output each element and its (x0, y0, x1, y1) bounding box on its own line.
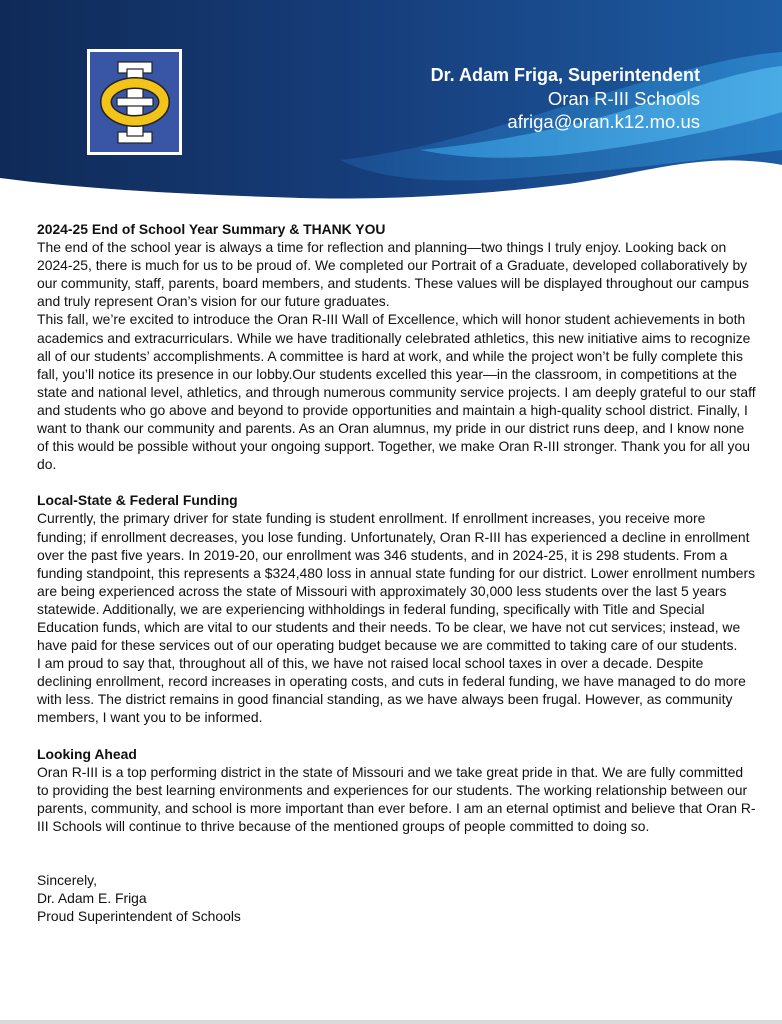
sender-name: Dr. Adam Friga, Superintendent (430, 65, 700, 85)
ahead-heading: Looking Ahead (37, 745, 137, 762)
page-bottom-edge (0, 1020, 782, 1024)
letterhead (0, 0, 782, 210)
sender-email: afriga@oran.k12.mo.us (507, 111, 700, 132)
closing-signer: Dr. Adam E. Friga (37, 890, 147, 907)
summary-heading: 2024-25 End of School Year Summary & THANK YOU (37, 221, 386, 237)
summary-paragraph-1: The end of the school year is always a time for reflection and planning—two things I truly enjoy. Looking back on 2024-25, there is much for us to be proud of. We completed our Portrait of a Graduate, developed collaboratively by our community, staff, parents, board members, and students. These values will be displayed throughout our campus and truly represent Oran’s vision for our future graduates. (37, 239, 749, 310)
ahead-paragraph-1: Oran R-III is a top performing district in the state of Missouri and we take great pride in that. We are fully committed to providing the best learning environments and experiences for our students. The working relationship between our parents, community, and school is more important than ever before. I am an eternal optimist and believe that Oran R-III Schools will continue to thrive because of the mentioned groups of people committed to doing so. (37, 763, 756, 834)
oran-o-e-logo-icon (87, 49, 182, 155)
funding-paragraph-2: I am proud to say that, throughout all of this, we have not raised local school taxes in over a decade. Despite declining enrollment, record increases in operating costs, and cuts in federal funding, we have managed to do more with less. The district remains in good financial standing, as we have always been frugal. However, as community members, I want you to be informed. (37, 655, 746, 726)
summary-paragraph-2: This fall, we’re excited to introduce the Oran R-III Wall of Excellence, which will honor student achievements in both academics and extracurriculars. While we have traditionally celebrated athletics, this new initiative aims to recognize all of our students’ accomplishments. A committee is hard at work, and while the project won’t be fully complete this fall, you’ll notice its presence in our lobby.Our students excelled this year—in the classroom, in competitions at the state and national level, athletics, and through numerous community service projects. I am deeply grateful to our staff and students who go above and beyond to provide opportunities and maintain a high-quality school district. Finally, I want to thank our community and parents. As an Oran alumnus, my pride in our district runs deep, and I know none of this would be possible without your ongoing support. Together, we make Oran R-III stronger. Thank you for all you do. (37, 311, 756, 473)
closing-title: Proud Superintendent of Schools (37, 908, 241, 925)
sender-organization: Oran R-III Schools (547, 88, 700, 109)
funding-paragraph-1: Currently, the primary driver for state funding is student enrollment. If enrollment increases, you receive more funding; if enrollment decreases, you lose funding. Unfortunately, Oran R-III has experienced a decline in enrollment over the past five years. In 2019-20, our enrollment was 346 students, and in 2024-25, it is 298 students. From a funding standpoint, this represents a $324,480 loss in annual state funding for our district. Lower enrollment numbers are being experienced across the state of Missouri with approximately 30,000 less students over the last 5 years statewide. Additionally, we are experiencing withholdings in federal funding, specifically with Title and Special Education funds, which are vital to our students and their needs. To be clear, we have not cut services; instead, we have paid for these services out of our operating budget because we are committed to taking care of our students. (37, 510, 756, 654)
funding-heading: Local-State & Federal Funding (37, 492, 238, 509)
school-logo (87, 49, 182, 155)
letter-body (37, 220, 757, 925)
closing-salutation: Sincerely, (37, 872, 97, 888)
sender-info (431, 64, 700, 133)
